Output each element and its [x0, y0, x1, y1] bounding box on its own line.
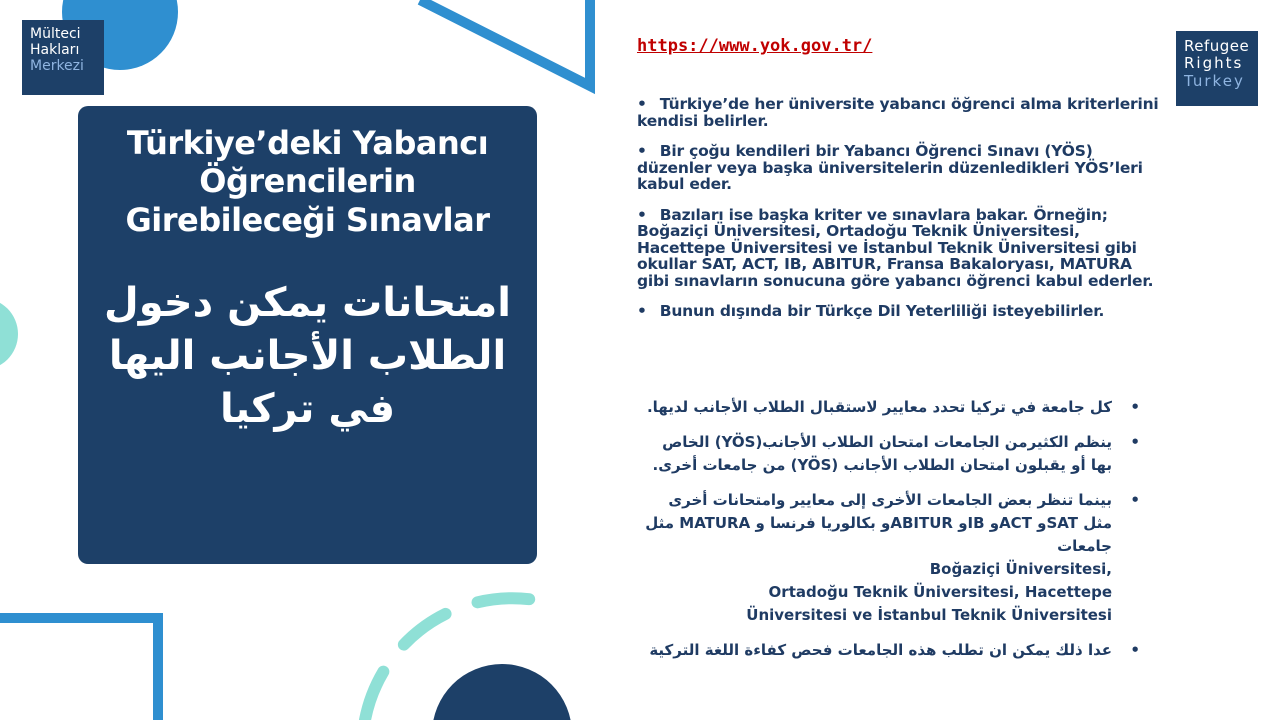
bullet-symbol: • — [637, 302, 647, 320]
bullet-text: Bunun dışında bir Türkçe Dil Yeterliliği isteyebilirler. — [659, 302, 1105, 320]
logo-multeci-haklari-merkezi — [22, 20, 104, 95]
logo-line-3: Turkey — [1184, 71, 1245, 90]
list-item — [637, 96, 1162, 129]
logo-refugee-rights-turkey — [1176, 31, 1258, 106]
bullet-symbol: • — [1130, 398, 1140, 416]
arabic-title: امتحانات يمكن دخول الطلاب الأجانب اليها في تركيا — [104, 280, 511, 432]
bullet-text: Bazıları ise başka kriter ve sınavlara bakar. Örneğin; Boğaziçi Üniversitesi, Ortadoğu Teknik Üniversitesi, Hacettepe Üniversitesi ve İstanbul Teknik Üniversitesi gibi okullar SAT, ACT, IB, ABITUR, Fransa Bakaloryası, MATURA gibi sınavların sonucuna göre yabancı öğrenci kabul ederler. — [637, 205, 1154, 290]
bullet-symbol: • — [1130, 641, 1140, 659]
turkish-bullet-list — [637, 96, 1162, 334]
bullet-text: Türkiye’de her üniversite yabancı öğrenci alma kriterlerini kendisi belirler. — [637, 95, 1159, 130]
list-item — [640, 489, 1140, 627]
university-names-line-1: Boğaziçi Üniversitesi, — [929, 560, 1112, 578]
logo-line-3: Merkezi — [30, 58, 84, 75]
list-item — [637, 303, 1162, 320]
bullet-symbol: • — [1130, 433, 1140, 451]
bullet-symbol: • — [637, 205, 647, 224]
arabic-bullet-list — [640, 396, 1140, 674]
list-item — [640, 396, 1140, 419]
bullet-symbol: • — [1130, 491, 1140, 509]
navy-circle-decoration — [432, 664, 572, 720]
logo-line-1: Mülteci — [30, 26, 81, 42]
bullet-text: عدا ذلك يمكن ان تطلب هذه الجامعات فحص كفاءة اللغة التركية — [649, 641, 1112, 659]
list-item — [637, 207, 1162, 290]
turkish-title: Türkiye’deki Yabancı Öğrencilerin Girebileceği Sınavlar — [125, 124, 490, 239]
frame-outline-decoration — [0, 618, 158, 720]
bullet-text: كل جامعة في تركيا تحدد معايير لاستقبال الطلاب الأجانب لديها. — [646, 398, 1112, 416]
bullet-text: بينما تنظر بعض الجامعات الأخرى إلى معايير وامتحانات أخرى مثل SATو ACTو IBو ABITURو بكالوريا فرنسا و MATURA مثل جامعات — [645, 491, 1112, 555]
triangle-outline-decoration — [420, 0, 590, 86]
university-names-line-3: Üniversitesi ve İstanbul Teknik Üniversitesi — [746, 606, 1112, 624]
title-card — [78, 106, 537, 564]
bullet-symbol: • — [637, 95, 647, 113]
yok-website-link[interactable]: https://www.yok.gov.tr/ — [637, 36, 873, 56]
list-item — [640, 639, 1140, 662]
logo-line-2: Rights — [1184, 54, 1244, 73]
bullet-text: Bir çoğu kendileri bir Yabancı Öğrenci Sınavı (YÖS) düzenler veya başka üniversitelerin düzenledikleri YÖS’leri kabul eder. — [637, 142, 1143, 193]
bullet-text: ينظم الكثيرمن الجامعات امتحان الطلاب الأجانب(YÖS) الخاص بها أو يقبلون امتحان الطلاب الأجانب (YÖS) من جامعات أخرى. — [652, 433, 1112, 474]
university-names-line-2: Ortadoğu Teknik Üniversitesi, Hacettepe — [768, 583, 1112, 601]
mint-circle-decoration — [0, 298, 18, 370]
bullet-symbol: • — [637, 142, 647, 160]
logo-line-1: Refugee — [1184, 37, 1250, 55]
logo-line-2: Hakları — [30, 42, 80, 59]
list-item — [640, 431, 1140, 477]
list-item — [637, 143, 1162, 193]
